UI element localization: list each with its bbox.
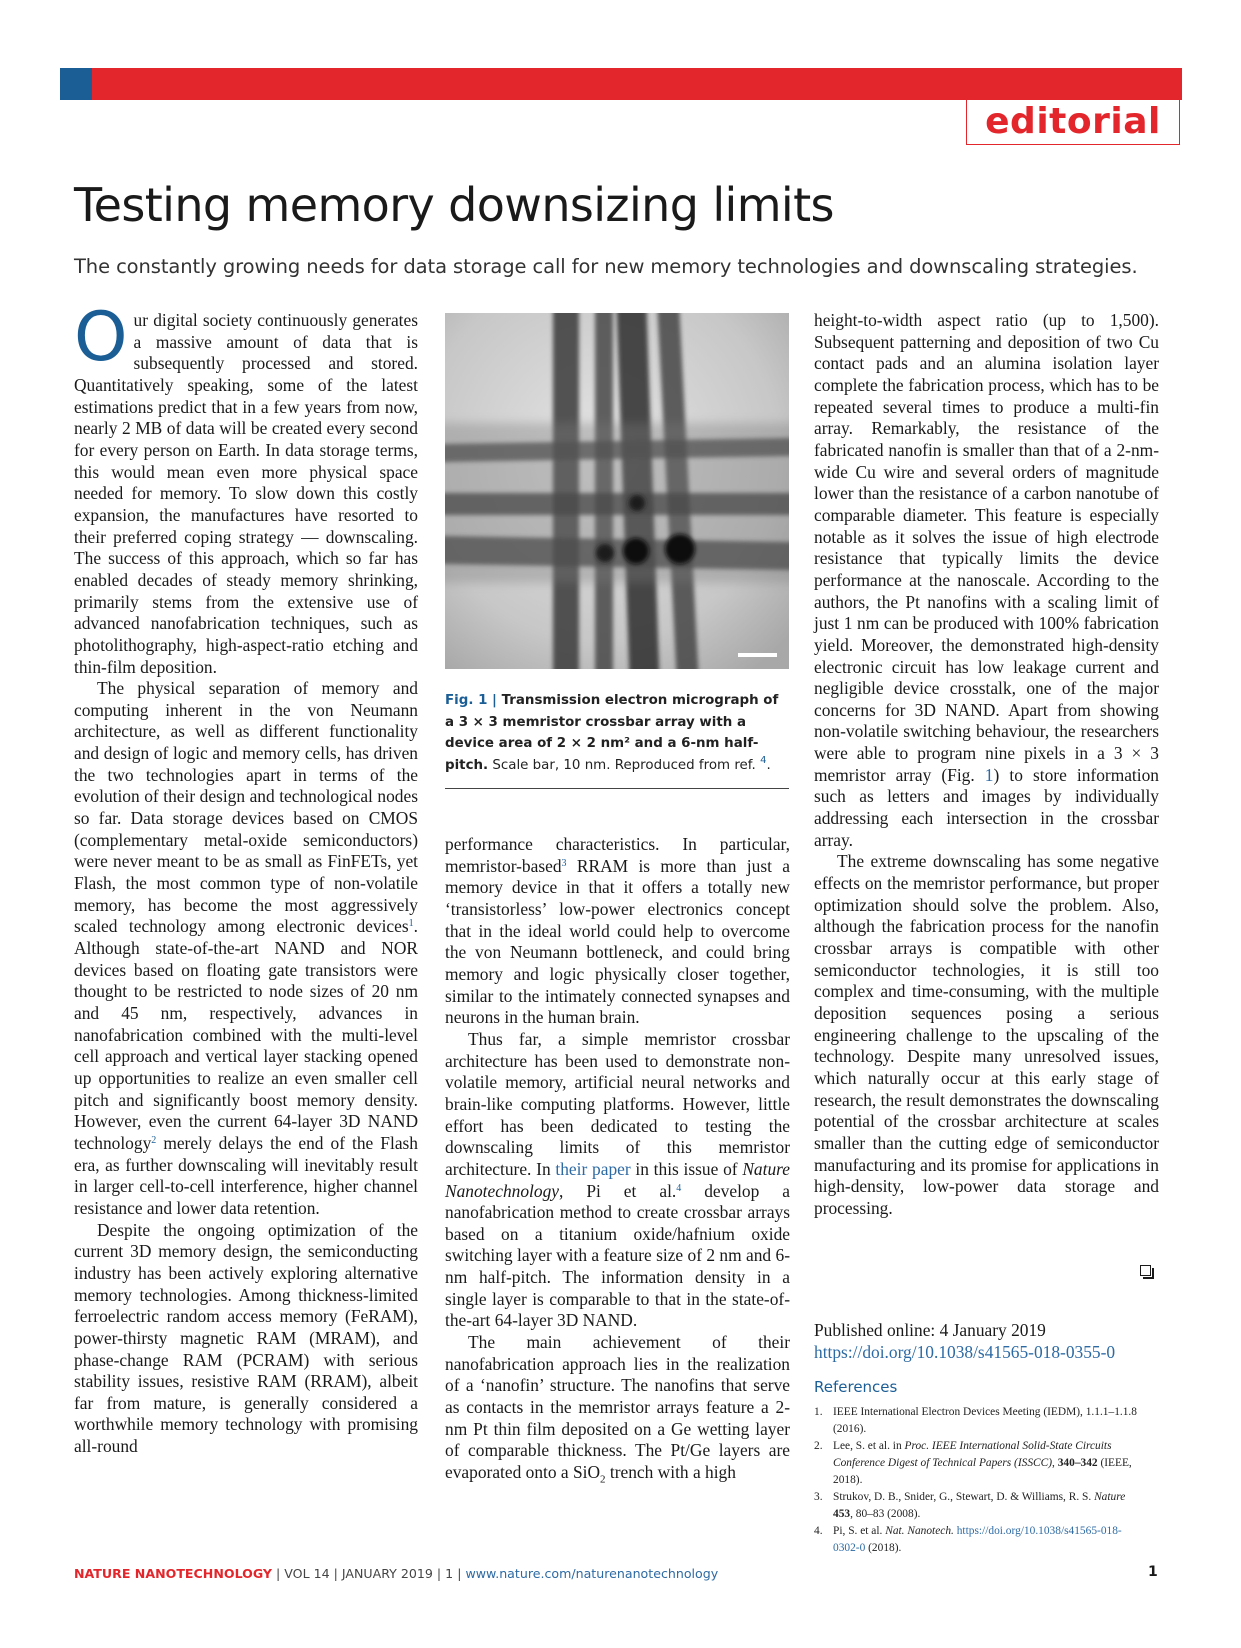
figure-label: Fig. 1 | [445,693,497,708]
paragraph: Despite the ongoing optimization of the current 3D memory design, the semiconducting industry has been actively exploring alternative memory technologies. Among thickness-limited ferroelectric random access memory (FeRAM), power-thirsty magnetic RAM (MRAM), and phase-change RAM (PCRAM) with serious stability issues, resistive RAM (RRAM), albeit far from mature, is generally considered a worthwhile memory technology with promising all-round [74,1219,418,1457]
publication-info [814,1320,1159,1363]
drop-cap: O [74,298,128,377]
paper-link[interactable]: their paper [555,1158,631,1179]
article-title: Testing memory downsizing limits [74,178,834,232]
paragraph: height-to-width aspect ratio (up to 1,500). Subsequent patterning and deposition of two Cu contact pads and an alumina isolation layer complete the fabrication process, which has to be repeated several times to produce a multi-fin array. Remarkably, the resistance of the fabricated nanofin is smaller than that of a 2-nm-wide Cu wire and several orders of magnitude lower than the resistance of a carbon nanotube of comparable diameter. This feature is especially notable as it solves the issue of high electrode resistance that typically limits the device performance at the nanoscale. According to the authors, the Pt nanofins with a scaling limit of just 1 nm can be produced with 100% fabrication yield. Moreover, the demonstrated high-density electronic circuit has low leakage current and negligible device crosstalk, one of the major concerns for 3D NAND. Apart from showing non-volatile switching behaviour, the researchers were able to program nine pixels in a 3 × 3 memristor array (Fig. 1) to store information such as letters and images by individually addressing each intersection in the crossbar array. [814,310,1159,850]
journal-name-footer: NATURE NANOTECHNOLOGY [74,1566,273,1581]
published-date: Published online: 4 January 2019 [814,1320,1046,1340]
doi-link[interactable]: https://doi.org/10.1038/s41565-018-0355-0 [814,1341,1116,1362]
citation-link[interactable]: 3 [561,857,567,869]
text-column-3 [814,310,1159,1220]
citation-link[interactable]: 1 [408,918,414,930]
header-color-bar [60,68,1182,100]
citation-link[interactable]: 4 [676,1182,682,1194]
reference-item: 3. Strukov, D. B., Snider, G., Stewart, D. & Williams, R. S. Nature 453, 80–83 (2008). [814,1491,1126,1520]
paragraph: Thus far, a simple memristor crossbar architecture has been used to demonstrate non-volatile memory, artificial neural networks and brain-like computing platforms. However, little effort has been dedicated to testing the downscaling limits of this memristor architecture. In their paper in this issue of Nature Nanotechnology, Pi et al.$^4$ develop a nanofabrication method to create crossbar arrays based on a titanium oxide/hafnium oxide switching layer with a feature size of 2 nm and 6-nm half-pitch. The information density in a single layer is comparable to that in the state-of-the-art 64-layer 3D NAND. [445,1028,790,1331]
reference-item: 2. Lee, S. et al. in Proc. IEEE International Solid-State Circuits Conference Digest of Technical Papers (ISSCC), 340–342 (IEEE, 2018). [814,1440,1132,1486]
reference-item: 1. IEEE International Electron Devices Meeting (IEDM), 1.1.1–1.1.8 (2016). [814,1406,1137,1435]
micrograph-image [445,313,789,669]
article-standfirst: The constantly growing needs for data storage call for new memory technologies and downscaling strategies. [74,255,1138,278]
page-number: 1 [1148,1564,1158,1580]
section-label: editorial [985,101,1161,142]
journal-url-link[interactable]: www.nature.com/naturenanotechnology [465,1566,719,1581]
journal-name: Nature Nanotechnology [445,1158,790,1201]
page-footer: NATURE NANOTECHNOLOGY | VOL 14 | JANUARY 2019 | 1 | www.nature.com/naturenanotechnology [74,1566,719,1581]
end-of-article-icon [1140,1265,1151,1276]
reference-doi-link[interactable]: https://doi.org/10.1038/s41565-018-0302-0 [833,1525,1122,1554]
paragraph: The physical separation of memory and computing inherent in the von Neumann architecture, as well as different functionality and design of logic and memory cells, has driven the two technologies apart in terms of the evolution of their design and technological nodes so far. Data storage devices based on CMOS (complementary metal-oxide semiconductors) were never meant to be as small as FinFETs, yet Flash, the most common type of non-volatile memory, has become the most aggressively scaled technology among electronic devices$^1$. Although state-of-the-art NAND and NOR devices based on floating gate transistors were thought to be restricted to node sizes of 20 nm and 45 nm, respectively, advances in nanofabrication combined with the multi-level cell approach and vertical layer stacking opened up opportunities to realize an even smaller cell pitch and significantly boost memory density. However, even the current 64-layer 3D NAND technology$^2$ merely delays the end of the Flash era, as further downscaling will inevitably result in larger cell-to-cell interference, higher channel resistance and lower data retention. [74,678,418,1218]
caption-divider [445,788,789,789]
paragraph: The main achievement of their nanofabrication approach lies in the realization of a ‘nanofin’ structure. The nanofins that serve as contacts in the memristor arrays feature a 2-nm Pt thin film deposited on a Ge wetting layer of comparable thickness. The Pt/Ge layers are evaporated onto a SiO$_2$ trench with a high [445,1332,790,1486]
reference-item: 4. Pi, S. et al. Nat. Nanotech. https://doi.org/10.1038/s41565-018-0302-0 (2018). [814,1525,1122,1554]
paragraph: performance characteristics. In particular, memristor-based$^3$ RRAM is more than just a memory device in that it offers a totally new ‘transistorless’ low-power electronics concept that in the ideal world could help to overcome the von Neumann bottleneck, and could bring memory and logic physically closer together, similar to the intimately connected synapses and neurons in the human brain. [445,834,790,1028]
text-column-1 [74,298,418,1458]
references-list [814,1404,1144,1557]
paragraph: Our digital society continuously generates a massive amount of data that is subsequently processed and stored. Quantitatively speaking, some of the latest estimations predict that in a few years from now, nearly 2 MB of data will be created every second for every person on Earth. In data storage terms, this would mean even more physical space needed for memory. To slow down this costly expansion, the manufactures have resorted to their preferred coping strategy — downscaling. The success of this approach, which so far has enabled decades of steady memory shrinking, primarily stems from the extensive use of advanced nanofabrication techniques, such as photolithography, high-aspect-ratio etching and thin-film deposition. [74,298,418,677]
paragraph: The extreme downscaling has some negative effects on the memristor performance, but proper optimization should solve the problem. Also, although the fabrication process for the nanofin crossbar arrays is compatible with other semiconductor technologies, it is still too complex and time-consuming, with the multiple deposition sequences posing a serious engineering challenge to the upscaling of the technology. Despite many unresolved issues, which naturally occur at this early stage of research, the result demonstrates the downscaling potential of the crossbar architecture at scales smaller than the cutting edge of semiconductor manufacturing and its promise for applications in high-density, low-power data storage and processing. [814,851,1159,1218]
references-heading: References [814,1378,898,1396]
citation-link[interactable]: 2 [151,1134,157,1146]
figure-caption: Fig. 1 | Transmission electron micrograph of a 3 × 3 memristor crossbar array with a device area of 2 × 2 nm² and a 6-nm half-pitch. Scale bar, 10 nm. Reproduced from ref. $^4$. [445,693,779,773]
figure-micrograph [445,313,789,669]
citation-link[interactable]: 4 [760,754,767,766]
text-column-2 [445,834,790,1484]
header-blue-block [60,68,92,100]
section-label-box [966,99,1180,145]
figure-reference-link[interactable]: 1 [984,764,994,785]
scale-bar [738,653,777,657]
